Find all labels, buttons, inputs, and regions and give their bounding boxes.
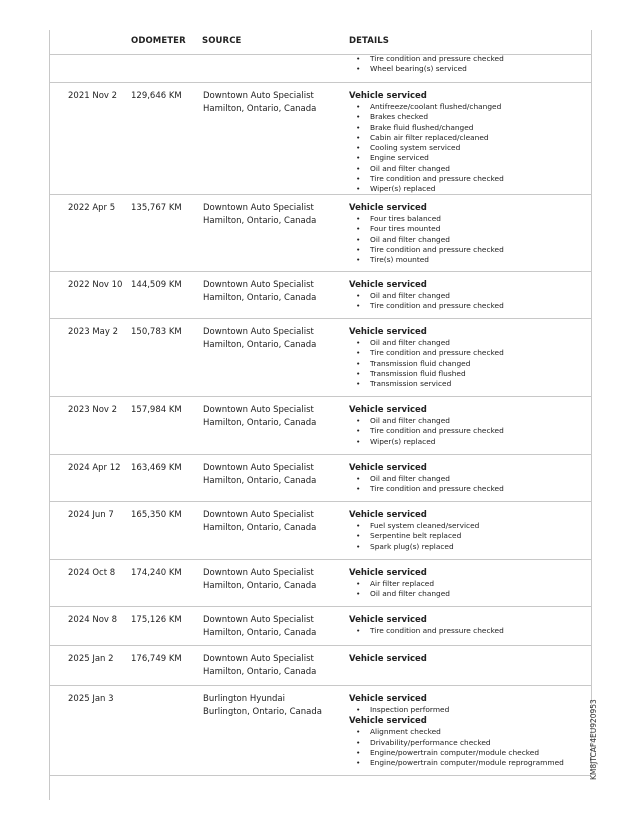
record-date: 2025 Jan 3 [68, 694, 114, 704]
list-item: • Four tires balanced [349, 214, 589, 224]
list-item: • Brake fluid flushed/changed [349, 123, 589, 133]
list-item: • Inspection performed [349, 705, 589, 715]
details-group-title: Vehicle serviced [349, 405, 427, 415]
record-date: 2024 Apr 12 [68, 463, 121, 473]
details-list [349, 705, 589, 715]
header-source: SOURCE [202, 36, 242, 46]
source-location: Burlington, Ontario, Canada [203, 706, 322, 717]
table-row [50, 272, 591, 319]
details-list [349, 102, 589, 195]
details-group-title: Vehicle serviced [349, 510, 427, 520]
source-name: Downtown Auto Specialist [203, 654, 314, 664]
list-item: • Spark plug(s) replaced [349, 542, 589, 552]
table-row [50, 319, 591, 397]
record-source [203, 279, 316, 304]
details-list [349, 416, 589, 447]
list-item: • Tire condition and pressure checked [349, 301, 589, 311]
record-source [203, 326, 316, 351]
table-row [50, 83, 591, 195]
record-odometer: 157,984 KM [131, 405, 182, 415]
details-list [349, 338, 589, 389]
record-odometer: 176,749 KM [131, 654, 182, 664]
table-row [50, 54, 591, 83]
header-odometer: ODOMETER [131, 36, 186, 46]
table-row [50, 397, 591, 455]
list-item: • Engine/powertrain computer/module checked [349, 748, 589, 758]
table-row [50, 195, 591, 272]
record-details [349, 404, 589, 447]
details-group-title: Vehicle serviced [349, 280, 427, 290]
source-location: Hamilton, Ontario, Canada [203, 292, 317, 303]
record-source [203, 567, 316, 592]
details-list [349, 214, 589, 265]
list-item: • Oil and filter changed [349, 416, 589, 426]
list-item: • Serpentine belt replaced [349, 531, 589, 541]
record-source [203, 614, 316, 639]
record-date: 2024 Oct 8 [68, 568, 116, 578]
list-item: • Tire condition and pressure checked [349, 626, 589, 636]
record-source [203, 90, 316, 115]
details-list [349, 291, 589, 312]
source-location: Hamilton, Ontario, Canada [203, 522, 317, 533]
record-source [203, 462, 316, 487]
list-item: • Engine serviced [349, 153, 589, 163]
source-location: Hamilton, Ontario, Canada [203, 475, 317, 486]
list-item: • Tire condition and pressure checked [349, 348, 589, 358]
source-location: Hamilton, Ontario, Canada [203, 339, 317, 350]
table-header [50, 30, 591, 55]
list-item: • Oil and filter changed [349, 164, 589, 174]
details-group-title: Vehicle serviced [349, 654, 427, 664]
source-name: Downtown Auto Specialist [203, 91, 314, 101]
record-details [349, 90, 589, 195]
details-list [349, 727, 589, 768]
record-odometer: 174,240 KM [131, 568, 182, 578]
list-item: • Four tires mounted [349, 224, 589, 234]
table-row [50, 607, 591, 646]
list-item: • Cooling system serviced [349, 143, 589, 153]
record-details [349, 279, 589, 312]
source-name: Downtown Auto Specialist [203, 203, 314, 213]
record-details [349, 509, 589, 552]
record-date: 2023 Nov 2 [68, 405, 118, 415]
record-date: 2022 Nov 10 [68, 280, 123, 290]
record-details [349, 326, 589, 389]
record-source [203, 653, 316, 678]
record-details [349, 653, 589, 665]
record-date: 2021 Nov 2 [68, 91, 118, 101]
record-source [203, 693, 322, 718]
list-item: • Cabin air filter replaced/cleaned [349, 133, 589, 143]
details-group-title: Vehicle serviced [349, 615, 427, 625]
list-item: • Air filter replaced [349, 579, 589, 589]
record-odometer: 129,646 KM [131, 91, 182, 101]
list-item: • Alignment checked [349, 727, 589, 737]
record-date: 2023 May 2 [68, 327, 119, 337]
details-list [349, 521, 589, 552]
record-odometer: 144,509 KM [131, 280, 182, 290]
record-details [349, 693, 589, 768]
record-date: 2025 Jan 2 [68, 654, 114, 664]
vin-label: KM8JTCAF4EU920953 [589, 699, 598, 780]
service-history-table [50, 54, 591, 776]
list-item: • Oil and filter changed [349, 589, 589, 599]
details-group-title: Vehicle serviced [349, 568, 427, 578]
list-item: • Antifreeze/coolant flushed/changed [349, 102, 589, 112]
record-date: 2022 Apr 5 [68, 203, 116, 213]
table-row [50, 455, 591, 502]
source-location: Hamilton, Ontario, Canada [203, 580, 317, 591]
list-item: • Transmission serviced [349, 379, 589, 389]
source-name: Downtown Auto Specialist [203, 327, 314, 337]
record-odometer: 135,767 KM [131, 203, 182, 213]
list-item: • Transmission fluid flushed [349, 369, 589, 379]
record-details [349, 567, 589, 600]
source-name: Downtown Auto Specialist [203, 615, 314, 625]
list-item: • Drivability/performance checked [349, 738, 589, 748]
list-item: • Wiper(s) replaced [349, 184, 589, 194]
source-name: Downtown Auto Specialist [203, 405, 314, 415]
list-item: • Tire condition and pressure checked [349, 54, 589, 64]
list-item: • Oil and filter changed [349, 291, 589, 301]
list-item: • Oil and filter changed [349, 235, 589, 245]
list-item: • Tire condition and pressure checked [349, 426, 589, 436]
record-date: 2024 Jun 7 [68, 510, 114, 520]
source-name: Downtown Auto Specialist [203, 510, 314, 520]
list-item: • Tire(s) mounted [349, 255, 589, 265]
record-source [203, 509, 316, 534]
source-name: Burlington Hyundai [203, 694, 286, 704]
list-item: • Transmission fluid changed [349, 359, 589, 369]
list-item: • Engine/powertrain computer/module reprogrammed [349, 758, 589, 768]
list-item: • Oil and filter changed [349, 474, 589, 484]
table-row [50, 560, 591, 607]
list-item: • Wiper(s) replaced [349, 437, 589, 447]
details-group-title: Vehicle serviced [349, 327, 427, 337]
details-group-title: Vehicle serviced [349, 463, 427, 473]
table-row [50, 646, 591, 686]
details-list [349, 474, 589, 495]
record-source [203, 202, 316, 227]
list-item: • Tire condition and pressure checked [349, 174, 589, 184]
list-item: • Tire condition and pressure checked [349, 484, 589, 494]
source-name: Downtown Auto Specialist [203, 463, 314, 473]
details-group-title: Vehicle serviced [349, 694, 427, 704]
source-location: Hamilton, Ontario, Canada [203, 215, 317, 226]
details-group-title: Vehicle serviced [349, 203, 427, 213]
record-details [349, 202, 589, 265]
source-location: Hamilton, Ontario, Canada [203, 417, 317, 428]
header-details: DETAILS [349, 36, 389, 46]
record-source [203, 404, 316, 429]
list-item: • Oil and filter changed [349, 338, 589, 348]
source-location: Hamilton, Ontario, Canada [203, 627, 317, 638]
source-location: Hamilton, Ontario, Canada [203, 103, 317, 114]
record-odometer: 175,126 KM [131, 615, 182, 625]
source-name: Downtown Auto Specialist [203, 280, 314, 290]
record-date: 2024 Nov 8 [68, 615, 118, 625]
details-list [349, 54, 589, 75]
source-name: Downtown Auto Specialist [203, 568, 314, 578]
record-details [349, 54, 589, 75]
record-details [349, 614, 589, 636]
source-location: Hamilton, Ontario, Canada [203, 666, 317, 677]
list-item: • Wheel bearing(s) serviced [349, 64, 589, 74]
list-item: • Brakes checked [349, 112, 589, 122]
details-list [349, 579, 589, 600]
list-item: • Tire condition and pressure checked [349, 245, 589, 255]
list-item: • Fuel system cleaned/serviced [349, 521, 589, 531]
details-group-title: Vehicle serviced [349, 91, 427, 101]
table-right-border [591, 30, 592, 770]
record-odometer: 150,783 KM [131, 327, 182, 337]
record-odometer: 163,469 KM [131, 463, 182, 473]
details-list [349, 626, 589, 636]
table-row [50, 502, 591, 560]
record-odometer: 165,350 KM [131, 510, 182, 520]
record-details [349, 462, 589, 495]
table-row [50, 686, 591, 776]
details-group-title: Vehicle serviced [349, 716, 427, 727]
